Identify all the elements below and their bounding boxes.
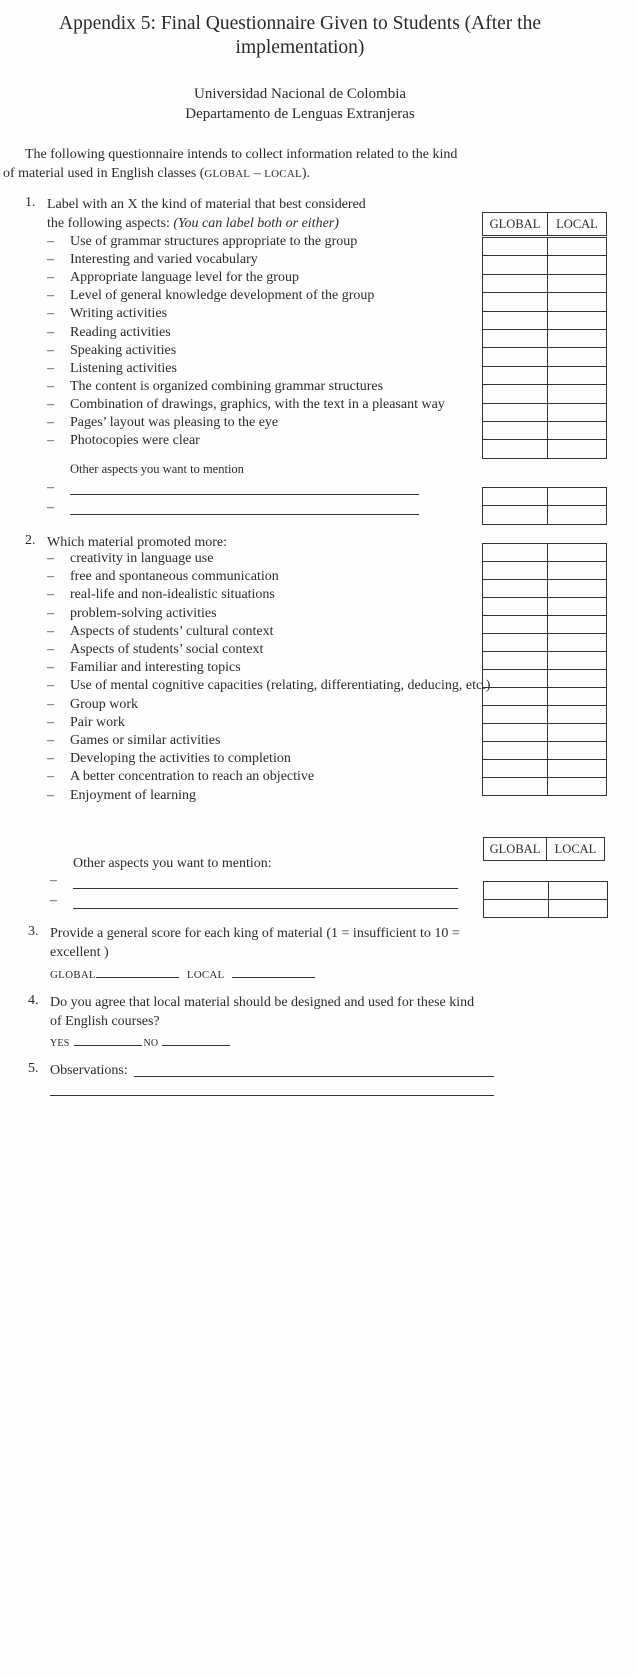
- q2-answer-global-checkbox[interactable]: [483, 562, 548, 580]
- q1-answer-global-checkbox[interactable]: [483, 366, 548, 384]
- q2-other-dash-1: –: [50, 873, 57, 888]
- q2-item-label: Use of mental cognitive capacities (relating, differentiating, deducing, etc.): [70, 678, 491, 694]
- q1-answer-global-checkbox[interactable]: [483, 403, 548, 421]
- q1-other-answer-global-checkbox[interactable]: [483, 488, 548, 506]
- q2-other-answer-row: [484, 882, 608, 900]
- q2-answer-global-checkbox[interactable]: [483, 760, 548, 778]
- q2-answer-local-checkbox[interactable]: [548, 562, 607, 580]
- q2-other-answer-row: [484, 900, 608, 918]
- q1-answer-row: [483, 311, 607, 329]
- q1-header-global: GLOBAL: [483, 213, 548, 236]
- q2-answer-row: [483, 562, 607, 580]
- q4-yes-input[interactable]: [74, 1035, 142, 1046]
- q2-answer-table: [482, 543, 607, 796]
- q1-item-dash: –: [47, 234, 54, 249]
- q2-item-label: Aspects of students’ social context: [70, 642, 264, 657]
- q1-answer-local-checkbox[interactable]: [548, 238, 607, 256]
- q2-answer-global-checkbox[interactable]: [483, 598, 548, 616]
- q1-other-label: Other aspects you want to mention: [70, 462, 244, 476]
- q2-answer-row: [483, 544, 607, 562]
- q1-answer-row: [483, 329, 607, 347]
- q5-label: Observations:: [50, 1063, 128, 1078]
- q2-header-local: LOCAL: [547, 838, 605, 861]
- q1-item-label: Interesting and varied vocabulary: [70, 252, 258, 268]
- q1-question-hint: (You can label both or either): [173, 216, 339, 231]
- q4-number: 4.: [28, 993, 39, 1008]
- q1-answer-global-checkbox[interactable]: [483, 256, 548, 274]
- q2-item-label: Developing the activities to completion: [70, 751, 291, 767]
- q5-number: 5.: [28, 1061, 39, 1076]
- q2-answer-global-checkbox[interactable]: [483, 742, 548, 760]
- q2-other-answer-global-checkbox[interactable]: [484, 900, 549, 918]
- q1-question-text: the following aspects:: [47, 216, 174, 231]
- q1-item-dash: –: [47, 306, 54, 322]
- q2-question: Which material promoted more:: [47, 535, 227, 550]
- q2-answer-global-checkbox[interactable]: [483, 724, 548, 742]
- q1-item-label: Listening activities: [70, 360, 177, 376]
- q1-item-label: Writing activities: [70, 306, 168, 322]
- q1-other-dash-2: –: [47, 500, 54, 515]
- q1-answer-global-checkbox[interactable]: [483, 385, 548, 403]
- q2-answer-row: [483, 760, 607, 778]
- q2-other-label: Other aspects you want to mention:: [73, 856, 272, 871]
- q1-other-answer-global-checkbox[interactable]: [483, 506, 548, 524]
- q2-item-label: Enjoyment of learning: [70, 787, 196, 803]
- q2-item-label: Games or similar activities: [70, 733, 221, 748]
- q1-item-label: The content is organized combining grammar structures: [70, 378, 384, 394]
- q1-answer-row: [483, 421, 607, 439]
- intro-line-2: [3, 164, 310, 184]
- q1-answer-local-checkbox[interactable]: [548, 403, 607, 421]
- q2-answer-local-checkbox[interactable]: [548, 778, 607, 796]
- q1-item-dash: –: [47, 378, 54, 394]
- q1-item-dash: –: [47, 270, 54, 286]
- q4-no-label: NO: [143, 1038, 159, 1049]
- q1-item-label: Level of general knowledge development of the group: [70, 288, 375, 304]
- q1-item-label: Pages’ layout was pleasing to the eye: [70, 415, 279, 430]
- q1-item-label: Use of grammar structures appropriate to the group: [70, 234, 358, 249]
- q2-answer-global-checkbox[interactable]: [483, 634, 548, 652]
- q1-other-answer-row: [483, 488, 607, 506]
- intro-global-label: GLOBAL: [204, 168, 251, 180]
- q2-item-label: Aspects of students’ cultural context: [70, 623, 274, 639]
- q1-answer-local-checkbox[interactable]: [548, 329, 607, 347]
- q1-answer-row: [483, 366, 607, 384]
- q2-item-dash: –: [47, 769, 54, 785]
- q2-other-answer-local-checkbox[interactable]: [549, 882, 608, 900]
- q3-question-line-1: Provide a general score for each king of material (1 = insufficient to 10 =: [50, 926, 460, 941]
- q1-answer-local-checkbox[interactable]: [548, 256, 607, 274]
- department-name: Departamento de Lenguas Extranjeras: [185, 106, 415, 122]
- q2-header-global: GLOBAL: [484, 838, 547, 861]
- q1-answer-global-checkbox[interactable]: [483, 238, 548, 256]
- q1-other-answer-local-checkbox[interactable]: [548, 506, 607, 524]
- q2-answer-local-checkbox[interactable]: [548, 688, 607, 706]
- q1-answer-row: [483, 274, 607, 292]
- page-title-line-1: Appendix 5: Final Questionnaire Given to Students (After the: [59, 13, 541, 34]
- q2-item-dash: –: [47, 696, 54, 712]
- q1-item-label: Combination of drawings, graphics, with the text in a pleasant way: [70, 396, 445, 412]
- q3-local-score-input[interactable]: [232, 967, 315, 978]
- q1-answer-local-checkbox[interactable]: [548, 274, 607, 292]
- q1-answer-row: [483, 403, 607, 421]
- q1-answer-row: [483, 440, 607, 458]
- q1-other-dash-1: –: [47, 480, 54, 495]
- q2-answer-local-checkbox[interactable]: [548, 670, 607, 688]
- q2-answer-row: [483, 580, 607, 598]
- q1-answer-row: [483, 348, 607, 366]
- q1-answer-row: [483, 385, 607, 403]
- q2-answer-local-checkbox[interactable]: [548, 544, 607, 562]
- q2-item-dash: –: [47, 678, 54, 694]
- q5-observations-input-2[interactable]: [50, 1095, 494, 1096]
- q1-item-dash: –: [47, 324, 54, 340]
- q2-item-dash: –: [47, 623, 54, 639]
- q2-table-header: [483, 837, 605, 861]
- q2-answer-row: [483, 724, 607, 742]
- q2-item-dash: –: [47, 587, 54, 603]
- q2-other-answer-local-checkbox[interactable]: [549, 900, 608, 918]
- q1-answer-local-checkbox[interactable]: [548, 311, 607, 329]
- q1-item-label: Speaking activities: [70, 342, 177, 358]
- q2-answer-global-checkbox[interactable]: [483, 544, 548, 562]
- q1-item-dash: –: [47, 252, 54, 268]
- q2-item-label: creativity in language use: [70, 551, 214, 566]
- q2-answer-global-checkbox[interactable]: [483, 778, 548, 796]
- q1-answer-local-checkbox[interactable]: [548, 366, 607, 384]
- q2-answer-global-checkbox[interactable]: [483, 706, 548, 724]
- q1-item-dash: –: [47, 415, 54, 430]
- q2-answer-local-checkbox[interactable]: [548, 760, 607, 778]
- q2-answer-local-checkbox[interactable]: [548, 742, 607, 760]
- q3-question-line-2: excellent ): [50, 945, 109, 960]
- q2-other-dash-2: –: [50, 893, 57, 908]
- q1-item-dash: –: [47, 288, 54, 304]
- q4-question-line-1: Do you agree that local material should be designed and used for these kind: [50, 995, 475, 1010]
- q2-answer-row: [483, 616, 607, 634]
- intro-text: of material used in English classes (: [3, 166, 205, 181]
- q2-answer-row: [483, 652, 607, 670]
- q1-answer-global-checkbox[interactable]: [483, 329, 548, 347]
- q3-score-row: [50, 965, 315, 983]
- q1-answer-global-checkbox[interactable]: [483, 311, 548, 329]
- q2-answer-row: [483, 688, 607, 706]
- q2-item-dash: –: [47, 642, 54, 657]
- q1-answer-local-checkbox[interactable]: [548, 421, 607, 439]
- q1-number: 1.: [25, 195, 36, 210]
- intro-line-1: The following questionnaire intends to collect information related to the kind: [25, 147, 458, 162]
- page-title-line-2: implementation): [235, 37, 365, 58]
- q2-other-answer-table: [483, 881, 608, 918]
- q1-item-dash: –: [47, 342, 54, 358]
- q2-answer-row: [483, 670, 607, 688]
- q1-other-answer-table: [482, 487, 607, 525]
- q3-global-label: GLOBAL: [50, 969, 96, 981]
- q3-number: 3.: [28, 924, 39, 939]
- q1-item-dash: –: [47, 433, 54, 449]
- intro-text-end: ).: [301, 166, 311, 181]
- q2-answer-local-checkbox[interactable]: [548, 706, 607, 724]
- q1-item-dash: –: [47, 360, 54, 376]
- q2-answer-local-checkbox[interactable]: [548, 580, 607, 598]
- university-name: Universidad Nacional de Colombia: [193, 86, 407, 102]
- q1-other-answer-row: [483, 506, 607, 524]
- q1-answer-global-checkbox[interactable]: [483, 348, 548, 366]
- q2-item-dash: –: [47, 605, 54, 621]
- intro-local-label: LOCAL: [264, 168, 302, 180]
- q2-answer-local-checkbox[interactable]: [548, 634, 607, 652]
- q4-question-line-2: of English courses?: [50, 1014, 160, 1029]
- q2-other-answer-global-checkbox[interactable]: [484, 882, 549, 900]
- q2-item-dash: –: [47, 733, 54, 748]
- q2-other-input-2[interactable]: [73, 908, 458, 909]
- q2-answer-row: [483, 598, 607, 616]
- q2-answer-row: [483, 742, 607, 760]
- q2-item-dash: –: [47, 569, 54, 585]
- q1-answer-row: [483, 256, 607, 274]
- q2-item-dash: –: [47, 551, 54, 566]
- q2-answer-row: [483, 634, 607, 652]
- q1-header-local: LOCAL: [548, 213, 607, 236]
- q1-answer-global-checkbox[interactable]: [483, 440, 548, 458]
- q1-answer-table: [482, 237, 607, 459]
- q2-item-label: free and spontaneous communication: [70, 569, 279, 585]
- q1-answer-local-checkbox[interactable]: [548, 440, 607, 458]
- q3-global-score-input[interactable]: [96, 967, 179, 978]
- q4-yes-label: YES: [50, 1038, 70, 1049]
- q1-question-line-2: [47, 214, 339, 233]
- q1-item-label: Reading activities: [70, 324, 171, 340]
- intro-separator: –: [250, 166, 265, 181]
- q1-answer-global-checkbox[interactable]: [483, 293, 548, 311]
- q2-answer-row: [483, 706, 607, 724]
- q1-answer-row: [483, 293, 607, 311]
- q1-item-label: Appropriate language level for the group: [70, 270, 299, 286]
- q2-answer-global-checkbox[interactable]: [483, 652, 548, 670]
- q1-table-header: [482, 212, 607, 236]
- q2-other-input-1[interactable]: [73, 888, 458, 889]
- q3-local-label: LOCAL: [186, 969, 225, 981]
- q2-answer-row: [483, 778, 607, 796]
- q1-answer-global-checkbox[interactable]: [483, 274, 548, 292]
- q1-item-dash: –: [47, 396, 54, 412]
- q2-answer-global-checkbox[interactable]: [483, 616, 548, 634]
- q1-other-input-2[interactable]: [70, 514, 419, 515]
- q2-answer-global-checkbox[interactable]: [483, 580, 548, 598]
- q1-other-input-1[interactable]: [70, 494, 419, 495]
- q1-question-line-1: Label with an X the kind of material that best considered: [47, 197, 366, 212]
- q1-answer-local-checkbox[interactable]: [548, 293, 607, 311]
- q1-answer-global-checkbox[interactable]: [483, 421, 548, 439]
- q2-item-label: Pair work: [70, 714, 125, 730]
- q4-no-input[interactable]: [162, 1035, 230, 1046]
- q2-answer-global-checkbox[interactable]: [483, 688, 548, 706]
- q2-item-dash: –: [47, 660, 54, 676]
- q2-answer-global-checkbox[interactable]: [483, 670, 548, 688]
- q2-answer-local-checkbox[interactable]: [548, 724, 607, 742]
- q2-number: 2.: [25, 533, 36, 548]
- q1-answer-local-checkbox[interactable]: [548, 385, 607, 403]
- q1-item-label: Photocopies were clear: [70, 433, 200, 449]
- q2-item-label: Group work: [70, 696, 139, 712]
- q4-answer-row: [50, 1033, 230, 1051]
- q2-answer-local-checkbox[interactable]: [548, 598, 607, 616]
- q2-answer-local-checkbox[interactable]: [548, 652, 607, 670]
- q5-observations-input-1[interactable]: [134, 1076, 494, 1077]
- q1-other-answer-local-checkbox[interactable]: [548, 488, 607, 506]
- q2-item-dash: –: [47, 714, 54, 730]
- q1-answer-local-checkbox[interactable]: [548, 348, 607, 366]
- q2-answer-local-checkbox[interactable]: [548, 616, 607, 634]
- q1-answer-row: [483, 238, 607, 256]
- q2-item-label: real-life and non-idealistic situations: [70, 587, 275, 603]
- q2-item-label: A better concentration to reach an objective: [70, 769, 315, 785]
- q2-item-dash: –: [47, 751, 54, 767]
- q2-item-label: problem-solving activities: [70, 605, 217, 621]
- q2-item-label: Familiar and interesting topics: [70, 660, 241, 676]
- q2-item-dash: –: [47, 787, 54, 803]
